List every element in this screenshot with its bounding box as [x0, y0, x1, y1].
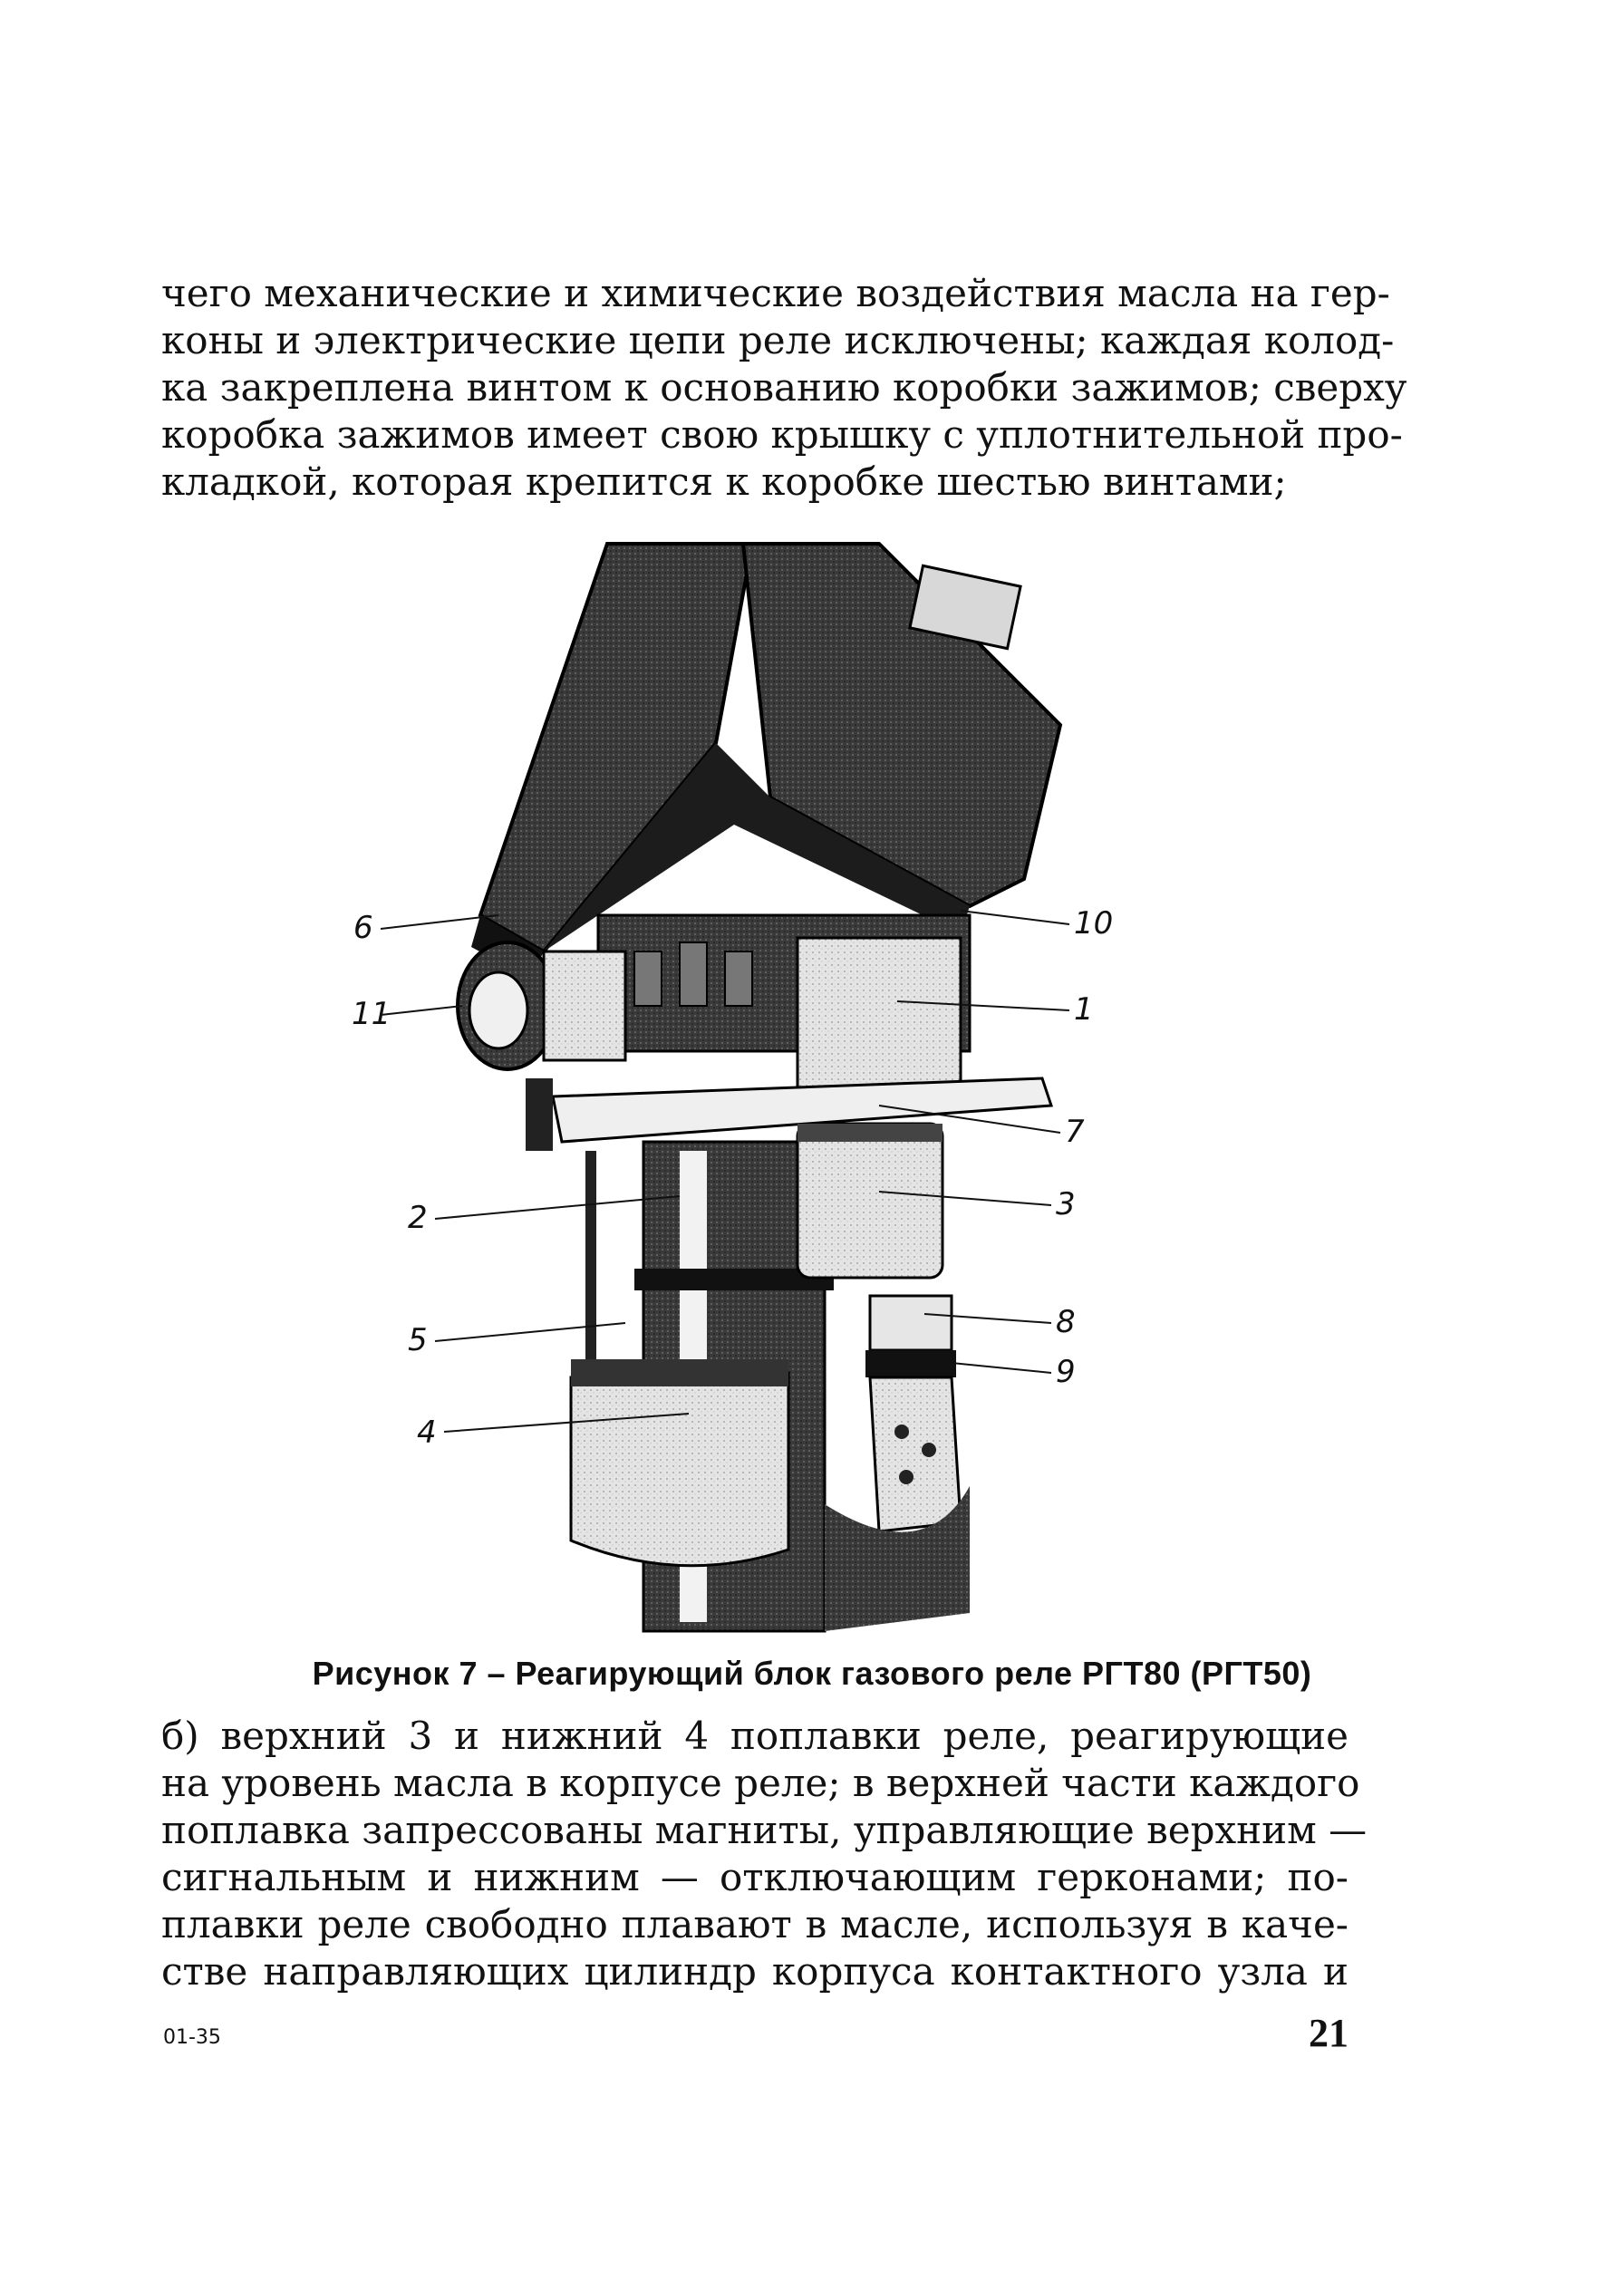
callout-4: 4: [417, 1415, 437, 1451]
callout-5: 5: [408, 1322, 428, 1358]
text-line: коны и электрические цепи реле исключены; каждая колод-: [161, 318, 1395, 362]
callout-8: 8: [1056, 1304, 1076, 1340]
lower-float: [571, 1359, 788, 1566]
callout-3: 3: [1056, 1186, 1076, 1222]
text-line: ка закреплена винтом к основанию коробки зажимов; сверху: [161, 365, 1407, 410]
paragraph-bottom: [161, 1713, 1368, 1995]
text-line: б) верхний 3 и нижний 4 поплавки реле, реагирующие: [161, 1714, 1348, 1758]
text-line: плавки реле свободно плавают в масле, используя в каче-: [161, 1902, 1348, 1946]
cable-entry: [458, 942, 625, 1069]
text-line: сигнальным и нижним — отключающим герконами; по-: [161, 1855, 1348, 1899]
callout-2: 2: [408, 1200, 428, 1236]
relay-illustration: [335, 526, 1151, 1640]
callout-10: 10: [1074, 905, 1114, 942]
lower-bracket: [825, 1296, 970, 1631]
page-number: 21: [1309, 2011, 1348, 2055]
footer-code: 01-35: [163, 2026, 221, 2049]
upper-float: [798, 1124, 942, 1278]
callout-7: 7: [1065, 1114, 1085, 1150]
terminal-box: [598, 915, 970, 1110]
text-line: поплавка запрессованы магниты, управляющие верхним —: [161, 1808, 1368, 1852]
text-line: чего механические и химические воздействия масла на гер-: [161, 271, 1390, 315]
text-line: стве направляющих цилиндр корпуса контактного узла и: [161, 1949, 1348, 1994]
callout-9: 9: [1056, 1354, 1076, 1390]
text-line: коробка зажимов имеет свою крышку с уплотнительной про-: [161, 412, 1403, 457]
callout-11: 11: [352, 996, 392, 1032]
text-line: на уровень масла в корпусе реле; в верхней части каждого: [161, 1761, 1360, 1805]
relay-figure: [335, 526, 1151, 1640]
callout-1: 1: [1074, 991, 1094, 1028]
base-plate: [526, 1078, 1051, 1151]
paragraph-top: [161, 270, 1407, 506]
figure-caption: Рисунок 7 – Реагирующий блок газового реле РГТ80 (РГТ50): [312, 1655, 1312, 1692]
text-line: кладкой, которая крепится к коробке шестью винтами;: [161, 459, 1287, 504]
callout-6: 6: [353, 910, 373, 946]
